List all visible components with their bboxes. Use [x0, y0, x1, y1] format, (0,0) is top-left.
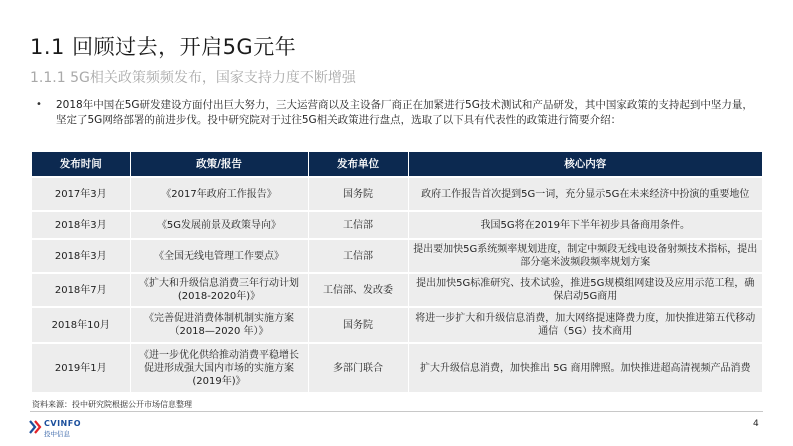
intro-text: 2018年中国在5G研发建设方面付出巨大努力，三大运营商以及主设备厂商正在加紧进行5G技术测试和产品研发，其中国家政策的支持起到中坚力量，坚定了5G网络部署的前进步伐。投中研究院对于过往5G相关政策进行盘点，选取了以下具有代表性的政策进行简要介绍：: [56, 99, 753, 126]
cell-issuer: 工信部、发改委: [308, 273, 408, 307]
table-row: [32, 307, 762, 343]
table-row: [32, 177, 762, 211]
header-date: 发布时间: [32, 152, 130, 177]
cell-date: 2018年3月: [32, 211, 130, 239]
cell-date: 2018年10月: [32, 307, 130, 343]
policy-table: [32, 152, 762, 392]
header-policy: 政策/报告: [130, 152, 308, 177]
table-row: [32, 273, 762, 307]
cell-policy: 《进一步优化供给推动消费平稳增长促进形成强大国内市场的实施方案(2019年)》: [130, 343, 308, 392]
logo-subtext: 投中信息: [44, 430, 70, 438]
cell-policy: 《5G发展前景及政策导向》: [130, 211, 308, 239]
page-number: 4: [753, 419, 759, 429]
slide-subtitle: 1.1.1 5G相关政策频频发布，国家支持力度不断增强: [30, 70, 356, 86]
cell-content: 扩大升级信息消费，加快推出 5G 商用牌照。加快推进超高清视频产品消费: [408, 343, 762, 392]
table-row: [32, 343, 762, 392]
cell-content: 政府工作报告首次提到5G一词，充分显示5G在未来经济中扮演的重要地位: [408, 177, 762, 211]
cell-policy: 《完善促进消费体制机制实施方案（2018—2020 年）》: [130, 307, 308, 343]
cell-issuer: 国务院: [308, 307, 408, 343]
table-header-row: [32, 152, 762, 177]
table-row: [32, 239, 762, 273]
cell-issuer: 多部门联合: [308, 343, 408, 392]
table-row: [32, 211, 762, 239]
cell-date: 2018年3月: [32, 239, 130, 273]
cvinfo-logo: [28, 418, 88, 442]
cell-date: 2019年1月: [32, 343, 130, 392]
cell-content: 将进一步扩大和升级信息消费，加大网络提速降费力度，加快推进第五代移动通信（5G）技术商用: [408, 307, 762, 343]
slide-title: 1.1 回顾过去，开启5G元年: [30, 35, 297, 59]
cell-policy: 《2017年政府工作报告》: [130, 177, 308, 211]
footer-divider: [30, 411, 763, 412]
cell-date: 2017年3月: [32, 177, 130, 211]
source-note: 资料来源：投中研究院根据公开市场信息整理: [32, 400, 192, 409]
cell-issuer: 工信部: [308, 211, 408, 239]
logo-wordmark: CVINFO: [44, 419, 81, 428]
cell-content: 提出加快5G标准研究、技术试验，推进5G规模组网建设及应用示范工程，确保启动5G商用: [408, 273, 762, 307]
cell-issuer: 国务院: [308, 177, 408, 211]
cell-date: 2018年7月: [32, 273, 130, 307]
cell-policy: 《扩大和升级信息消费三年行动计划(2018-2020年)》: [130, 273, 308, 307]
logo-mark-icon: [28, 419, 42, 437]
cell-issuer: 工信部: [308, 239, 408, 273]
header-content: 核心内容: [408, 152, 762, 177]
intro-bullet: [30, 98, 760, 128]
cell-content: 提出要加快5G系统频率规划进度，制定中频段无线电设备射频技术指标，提出部分毫米波频段频率规划方案: [408, 239, 762, 273]
cell-policy: 《全国无线电管理工作要点》: [130, 239, 308, 273]
bullet-marker: •: [36, 99, 42, 110]
cell-content: 我国5G将在2019年下半年初步具备商用条件。: [408, 211, 762, 239]
header-issuer: 发布单位: [308, 152, 408, 177]
